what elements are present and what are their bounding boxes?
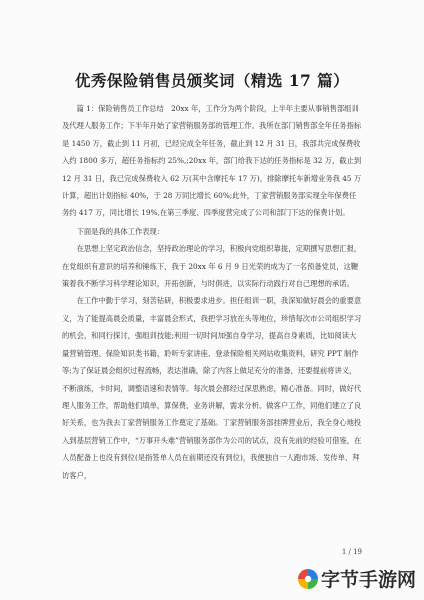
paragraph-political: 在思想上坚定政治信念，坚持政治理论的学习，积极向党组织靠拢，定期撰写思想汇报，在党组织有意识的培养和锤炼下，我于 20xx 年 6 月 9 日光荣的成为了一名预备党员，这鞭策着我不断学习科学理论知识，开拓创新，与时俱进，以实际行动践行对自己理想的承诺。 — [62, 244, 362, 289]
page-number: 1 / 19 — [341, 548, 362, 556]
paragraph-summary: 篇 1：保险销售员工作总结 20xx 年，工作分为两个阶段，上半年主要从事销售部组训及代理人服务工作；下半年开始了家营销服务部的管理工作。我所在部门销售部全年任务指标是 1450 万，截止到 11 月初，已经完成全年任务，截止到 12 月 31 日，我部共完成保费收入约 1800 多万，超任务指标约 25%,;20xx 年，部门给我下达的任务指标是 32 万，截止到 12 月 31 日，我已完成保费收入 62 万(其中含摩托车 17 万)，排除摩托车新增业务我 45 万计算，超出计划指标 40%，于 28 万同比增长 60%;此外，丁家营销服务部实现全年保费任务约 417 万，同比增长 19%,在第三季度、四季度营完成了公司和部门下达的保费计划。 — [62, 104, 362, 218]
paragraph-intro: 下面是我的具体工作表现： — [76, 226, 165, 236]
document-title: 优秀保险销售员颁奖词（精选 17 篇） — [74, 71, 350, 90]
pinwheel-logo-icon — [297, 568, 319, 590]
site-watermark — [297, 565, 416, 592]
paragraph-work-study: 在工作中勤于学习，刻苦钻研，积极要求进步。担任组训一职，我深知做好晨会的重要意义，为了能提高晨会质量，丰富晨会形式，我把学习放在头等地位，珍惜每次市公司组织学习的机会，和同行探讨，强组训技能;利用一切时间加强自身学习，提高自身素质，比如阅读大量营销管理、保险知识类书籍，聆听专家讲座、登录保险相关网站收集资料，研究 PPT 制作等;为了保证晨会组织过程流畅，表达准确，除了内容上做足充分的准备，还要提前将讲义，不断演练，卡时间，调整语速和表情等。每次晨会都经过深思熟虑，精心准备。同时，做好代理人服务工作，帮助他们填单，算保费，业务讲解，需求分析。做客户工作，同他们建立了良好关系，也为我去丁家营销服务工作奠定了基础。丁家营销服务部挂牌营业后，我全身心地投入到基层营销工作中，“万事开头难”营销服务部作为公司的试点，没有先前的经验可借鉴，在人员配备上也没有到位(是指签单人员在前期还没有到位)，我便独自一人跑市场、发传单、拜访客户， — [62, 296, 362, 480]
watermark-text: 字节手游网 — [320, 569, 416, 591]
document-body — [62, 100, 362, 484]
